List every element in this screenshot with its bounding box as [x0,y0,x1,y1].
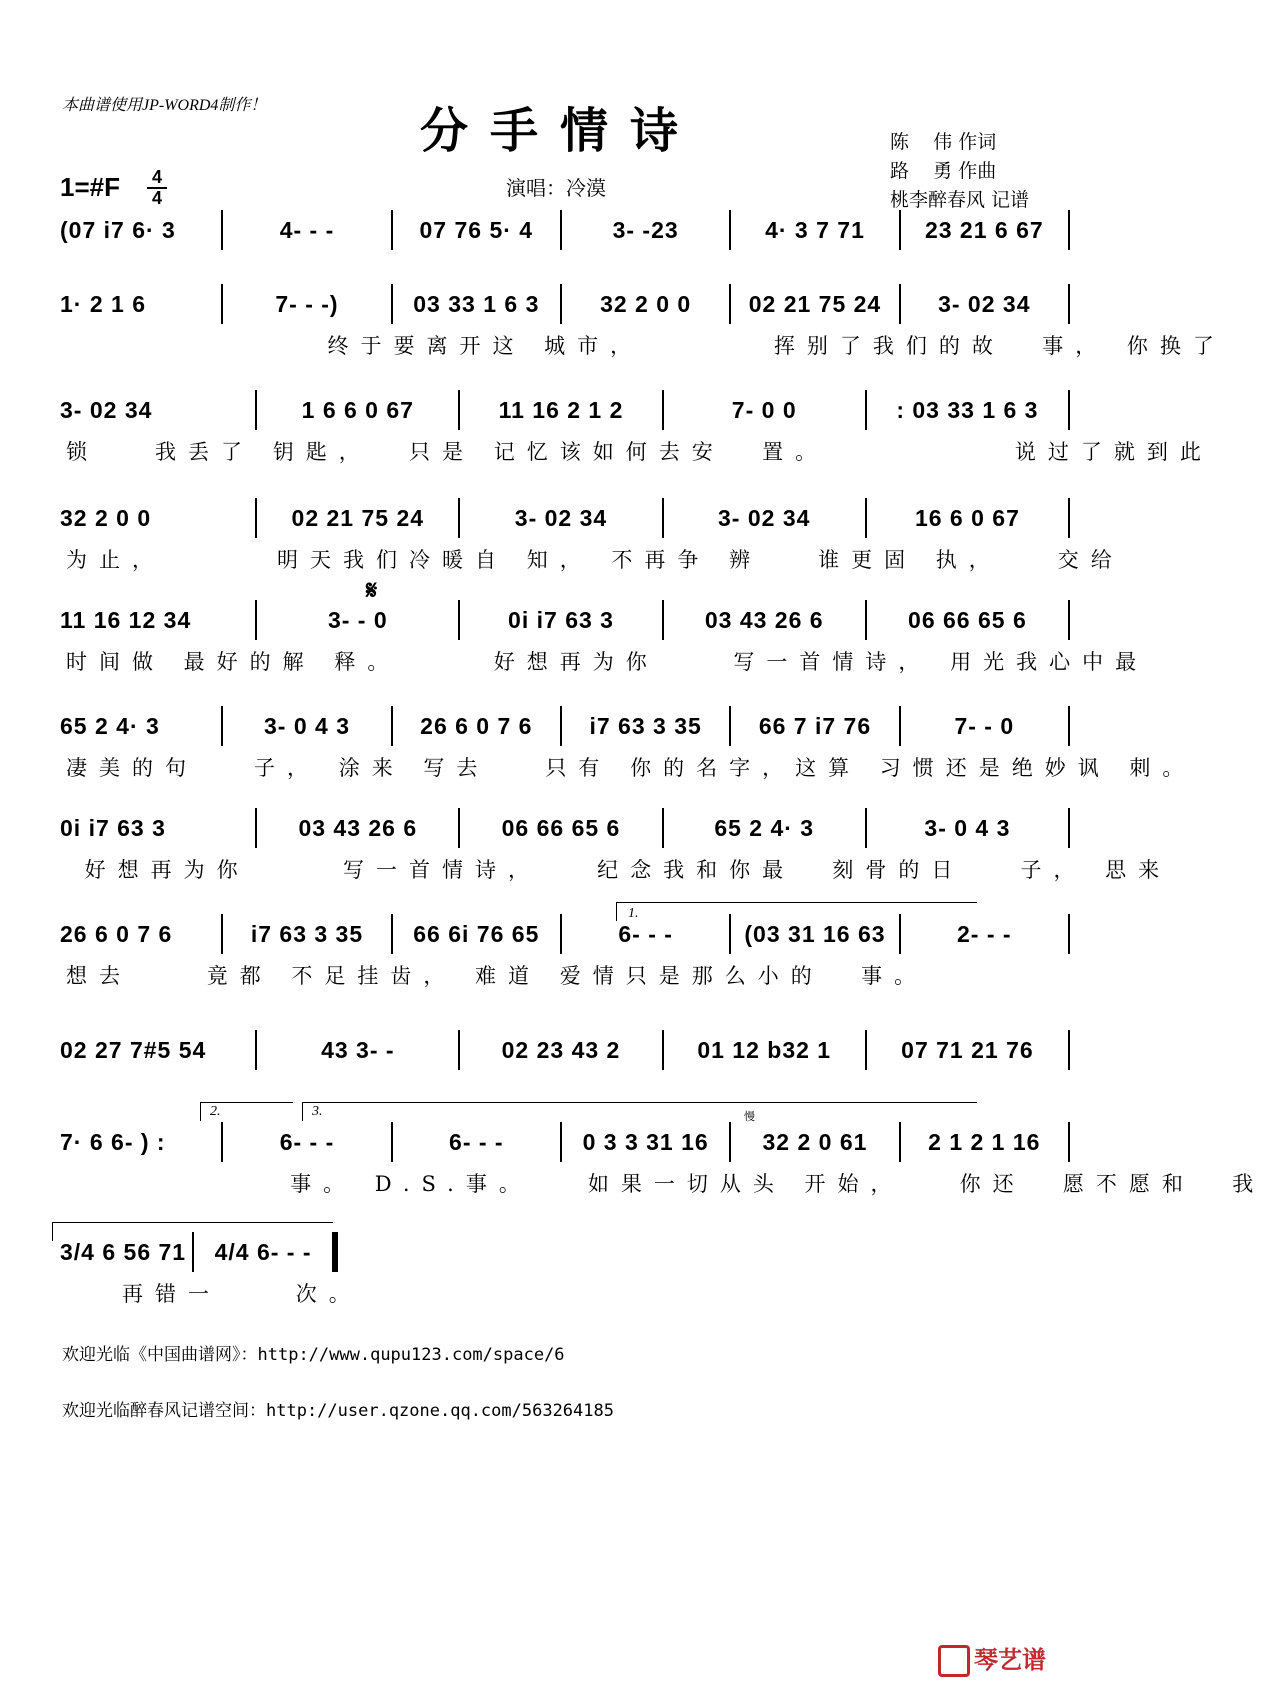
measure: 3- 02 34 [60,397,153,423]
score-system [60,808,1172,884]
lyrics-row: 锁 我丢了 钥匙， 只是 记忆该如何去安 置。 说过了就到此 [66,440,1213,464]
lyrics-row: 好想再为你 写一首情诗， 纪念我和你最 刻骨的日 子， 思来 [66,858,1172,882]
notation-row [60,390,1070,430]
measure: 4- - - [221,210,390,250]
volta-1-label: 1. [628,906,639,921]
measure: 03 43 26 6 [255,808,458,848]
time-sig-top: 4 [151,167,162,187]
measure: i7 63 3 35 [221,914,390,954]
lyrics-row: 时间做 最好的解 释。 好想再为你 写一首情诗， 用光我心中最 [66,650,1149,674]
measure: 06 66 65 6 [865,600,1068,640]
measure: 3- 0 4 3 [221,706,390,746]
time-signature [144,168,170,208]
score-system [60,210,1070,256]
measure: 0 3 3 31 16 [560,1122,729,1162]
measure: 3- 0 4 3 [865,808,1068,848]
measure: 06 66 65 6 [458,808,661,848]
measure: 66 7 i7 76 [729,706,898,746]
measure: 11 16 12 34 [60,607,192,633]
notation-row [60,498,1070,538]
measure: 43 3- - [255,1030,458,1070]
measure: (07 i7 6· 3 [60,217,176,243]
lyrics-row: 事。 D.S.事。 如果一切从头 开始， 你还 愿不愿和 我 [66,1172,1265,1196]
measure: 02 23 43 2 [458,1030,661,1070]
footer-link-qzone[interactable]: 欢迎光临醉春风记谱空间：http://user.qzone.qq.com/563264185 [62,1401,614,1421]
measure: 7- 0 0 [662,390,865,430]
measure: 23 21 6 67 [899,210,1068,250]
measure: 6- - - [391,1122,560,1162]
measure: 3- -23 [560,210,729,250]
brand-name: 琴艺谱 [974,1646,1046,1674]
measure: 32 2 0 61 [729,1122,898,1162]
credits-block [890,128,1029,215]
slow-marking: 慢 [744,1111,755,1123]
page-title: 分手情诗 [419,103,700,159]
measure: 7- - -) [221,284,390,324]
measure: 1· 2 1 6 [60,291,146,317]
measure: 66 6i 76 65 [391,914,560,954]
notation-row [60,808,1070,848]
volta-2-label: 2. [210,1104,221,1119]
composer-credit: 路 勇 作曲 [890,160,997,182]
score-system [60,1030,1070,1076]
measure: 4/4 6- - - [192,1232,332,1272]
lyrics-row: 凄美的句 子， 涂来 写去 只有 你的名字，这算 习惯还是绝妙讽 刺。 [66,756,1196,780]
measure: 3- 02 34 [662,498,865,538]
score-system [60,600,1149,676]
footer-link-qupu[interactable]: 欢迎光临《中国曲谱网》：http://www.qupu123.com/space/6 [62,1345,565,1365]
measure: 16 6 0 67 [865,498,1068,538]
final-bracket [52,1222,333,1241]
measure: 32 2 0 0 [560,284,729,324]
measure: 01 12 b32 1 [662,1030,865,1070]
measure: 02 21 75 24 [729,284,898,324]
singer-label: 演唱：冷漠 [506,176,606,200]
score-system [60,1122,1265,1198]
measure: 6- - - [560,914,729,954]
volta-3-label: 3. [312,1104,323,1119]
brand-icon [938,1645,970,1677]
measure: 6- - - [221,1122,390,1162]
notation-row [60,706,1070,746]
lyrics-row: 为止， 明天我们冷暖自 知， 不再争 辨 谁更固 执， 交给 [66,548,1124,572]
measure: 26 6 0 7 6 [60,921,173,947]
score-system [60,498,1124,574]
measure: 3- 02 34 [899,284,1068,324]
measure: 03 43 26 6 [662,600,865,640]
measure: 02 21 75 24 [255,498,458,538]
volta-1-bracket [616,902,977,921]
measure: 65 2 4· 3 [60,713,160,739]
notation-row [60,210,1070,250]
volta-3-bracket [302,1102,977,1121]
measure: 02 27 7#5 54 [60,1037,207,1063]
measure: 7· 6 6- ) : [60,1129,166,1155]
transcriber-credit: 桃李醉春风 记谱 [890,189,1030,211]
measure: 32 2 0 0 [60,505,152,531]
score-system [60,1232,1070,1308]
measure: 1 6 6 0 67 [255,390,458,430]
measure: 03 33 1 6 3 [391,284,560,324]
measure: 3- 02 34 [458,498,661,538]
measure: 0i i7 63 3 [458,600,661,640]
measure: : 03 33 1 6 3 [865,390,1068,430]
measure: 2- - - [899,914,1068,954]
made-with-note: 本曲谱使用JP-WORD4制作！ [62,97,267,114]
lyrics-row: 再错一 次。 [66,1282,362,1306]
measure: 26 6 0 7 6 [391,706,560,746]
measure: (03 31 16 63 [729,914,898,954]
measure: 7- - 0 [899,706,1068,746]
measure: 0i i7 63 3 [60,815,166,841]
score-system [60,390,1213,466]
measure: 11 16 2 1 2 [458,390,661,430]
score-system [60,914,1070,990]
time-sig-bottom: 4 [151,188,162,208]
segno-sign: 𝄋 [366,576,378,606]
lyrics-row: 终于要离开这 城市， 挥别了我们的故 事， 你换了 [66,334,1226,358]
score-system [60,706,1196,782]
measure: 2 1 2 1 16 [899,1122,1068,1162]
measure: i7 63 3 35 [560,706,729,746]
key-signature: 1=#F [60,172,120,202]
notation-row [60,1122,1070,1162]
lyricist-credit: 陈 伟 作词 [890,131,997,153]
lyrics-row: 想去 竟都 不足挂齿， 难道 爱情只是那么小的 事。 [66,964,928,988]
measure: 65 2 4· 3 [662,808,865,848]
notation-row [60,600,1070,640]
notation-row [60,284,1070,324]
measure: 3/4 6 56 71 [60,1239,187,1265]
notation-row [60,1030,1070,1070]
measure: 07 76 5· 4 [391,210,560,250]
score-system [60,284,1226,360]
measure: 07 71 21 76 [865,1030,1068,1070]
measure: 4· 3 7 71 [729,210,898,250]
measure: 3- - 0 [255,600,458,640]
brand-logo [938,1640,1046,1677]
